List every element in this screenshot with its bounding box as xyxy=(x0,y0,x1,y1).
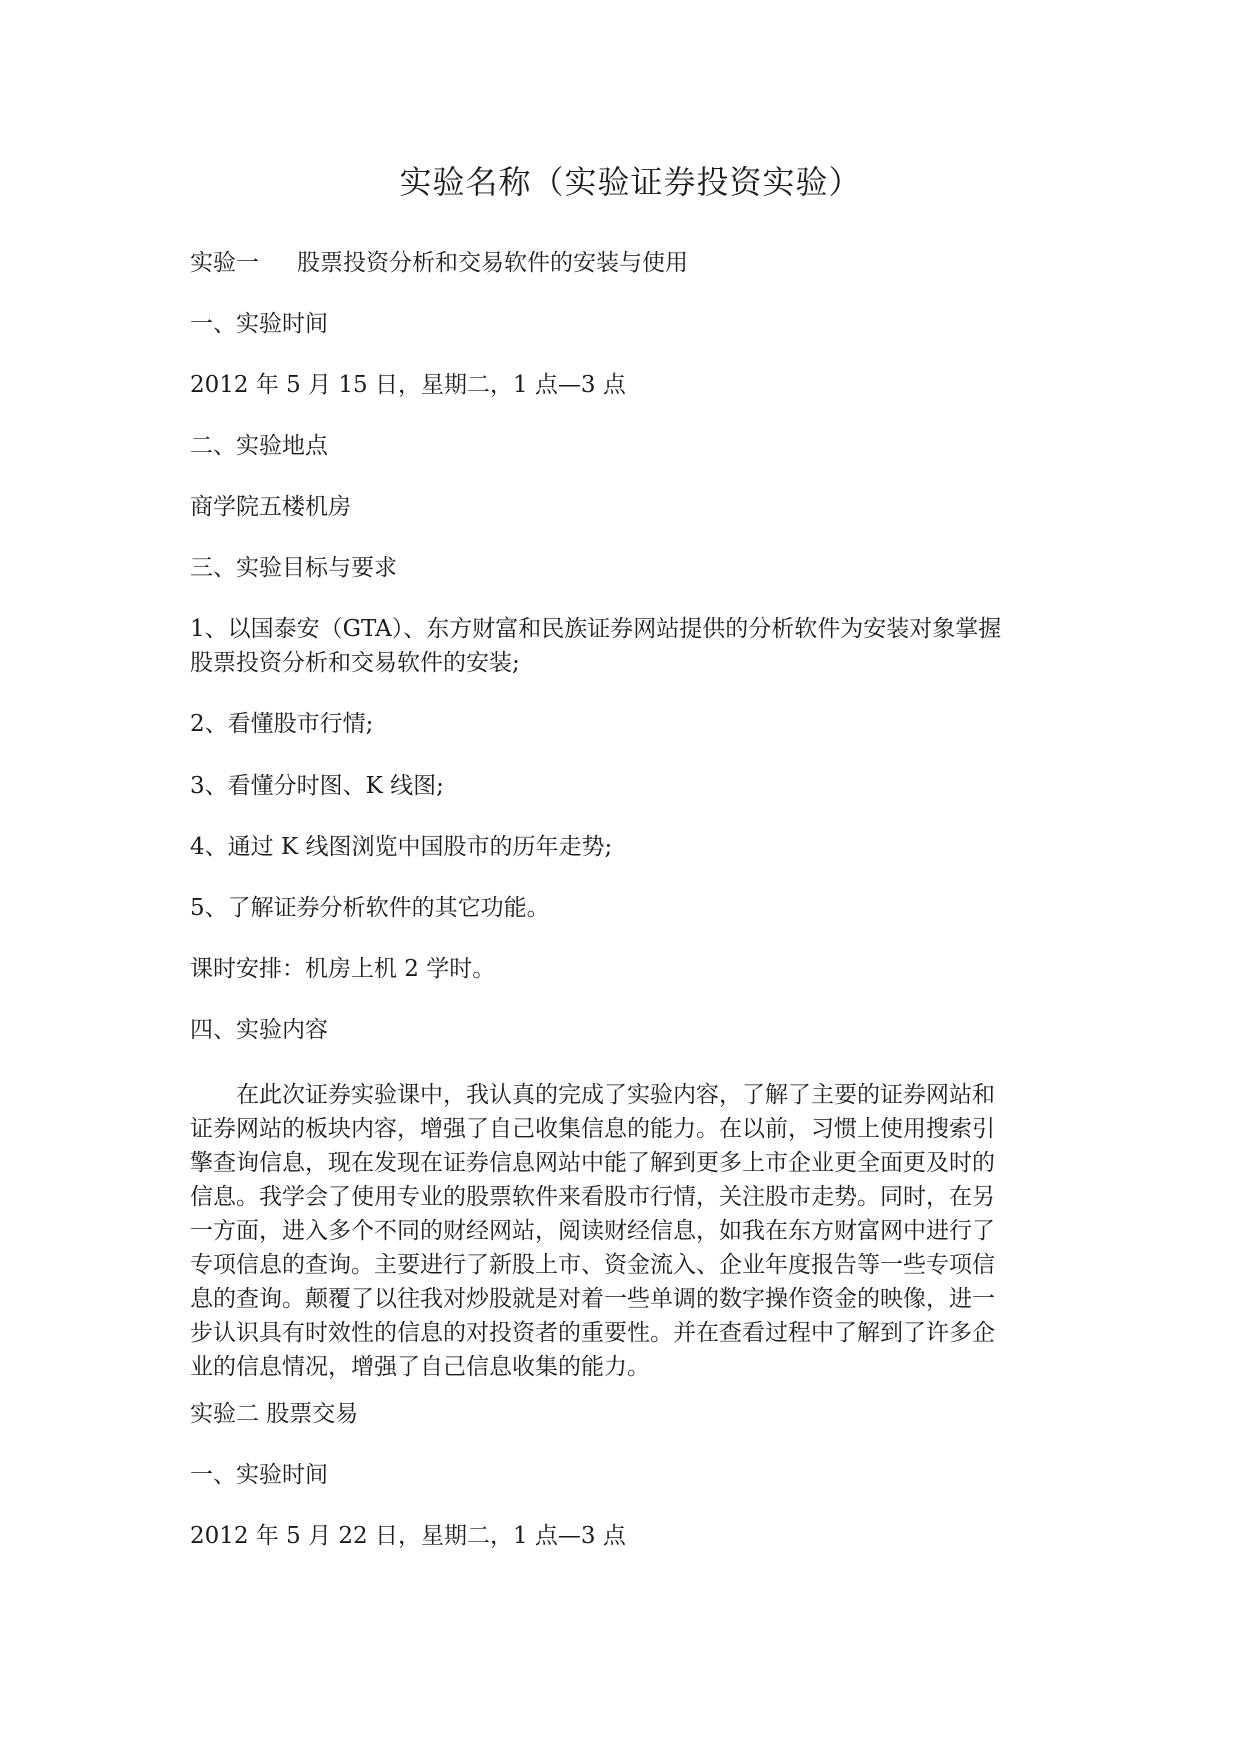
paragraph-line: 步认识具有时效性的信息的对投资者的重要性。并在查看过程中了解到了许多企 xyxy=(190,1320,995,1346)
paragraph-line: 在此次证券实验课中，我认真的完成了实验内容，了解了主要的证券网站和 xyxy=(236,1082,995,1108)
paragraph-line: 业的信息情况，增强了自己信息收集的能力。 xyxy=(190,1354,650,1380)
goal-1-line-1: 1、以国泰安（GTA）、东方财富和民族证券网站提供的分析软件为安装对象掌握 xyxy=(190,616,1002,642)
exp1-content-paragraph xyxy=(190,1078,1066,1384)
paragraph-line: 信息。我学会了使用专业的股票软件来看股市行情，关注股市走势。同时，在另 xyxy=(190,1184,995,1210)
paragraph-line: 擎查询信息，现在发现在证券信息网站中能了解到更多上市企业更全面更及时的 xyxy=(190,1150,995,1176)
goal-2: 2、看懂股市行情; xyxy=(190,711,374,737)
exp1-section-location-value: 商学院五楼机房 xyxy=(190,494,351,520)
paragraph-line: 息的查询。颠覆了以往我对炒股就是对着一些单调的数字操作资金的映像，进一 xyxy=(190,1286,995,1312)
exp1-section-goals-heading: 三、实验目标与要求 xyxy=(190,555,397,581)
paragraph-line: 证券网站的板块内容，增强了自己收集信息的能力。在以前，习惯上使用搜索引 xyxy=(190,1116,995,1142)
exp1-section-location-heading: 二、实验地点 xyxy=(190,433,328,459)
experiment-1-title: 股票投资分析和交易软件的安装与使用 xyxy=(297,250,688,276)
paragraph-line: 一方面，进入多个不同的财经网站，阅读财经信息，如我在东方财富网中进行了 xyxy=(190,1218,995,1244)
goal-1-line-2: 股票投资分析和交易软件的安装; xyxy=(190,650,520,676)
paragraph-line: 专项信息的查询。主要进行了新股上市、资金流入、企业年度报告等一些专项信 xyxy=(190,1252,995,1278)
document-title: 实验名称（实验证券投资实验） xyxy=(399,163,862,201)
class-schedule: 课时安排：机房上机 2 学时。 xyxy=(190,956,496,982)
experiment-2-heading: 实验二 股票交易 xyxy=(190,1401,359,1427)
experiment-1-heading xyxy=(190,247,688,279)
exp2-section-time-heading: 一、实验时间 xyxy=(190,1462,328,1488)
exp1-section-time-heading: 一、实验时间 xyxy=(190,311,328,337)
experiment-1-number: 实验一 xyxy=(190,250,259,276)
exp1-section-content-heading: 四、实验内容 xyxy=(190,1017,328,1043)
goal-3: 3、看懂分时图、K 线图; xyxy=(190,773,444,799)
goal-4: 4、通过 K 线图浏览中国股市的历年走势; xyxy=(190,834,613,860)
goal-5: 5、了解证券分析软件的其它功能。 xyxy=(190,895,550,921)
exp2-section-time-value: 2012 年 5 月 22 日，星期二，1 点—3 点 xyxy=(190,1523,626,1549)
exp1-section-time-value: 2012 年 5 月 15 日，星期二，1 点—3 点 xyxy=(190,372,626,398)
